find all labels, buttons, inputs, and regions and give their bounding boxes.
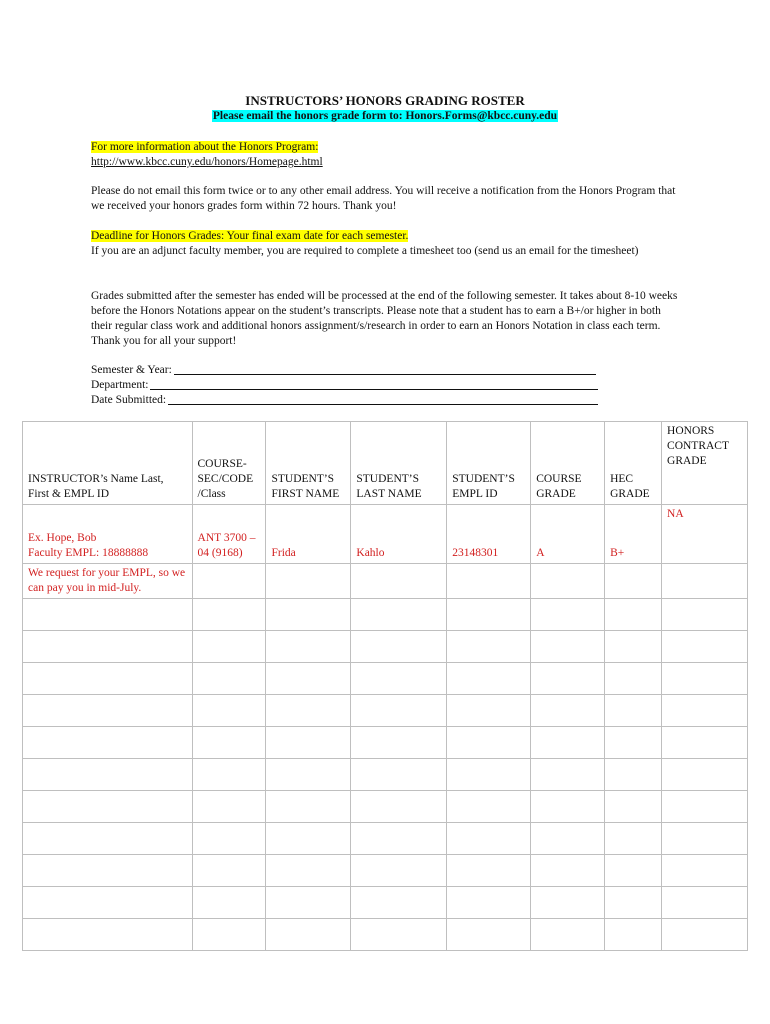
table-row <box>23 919 748 951</box>
email-instruction <box>0 110 770 122</box>
table-cell[interactable] <box>23 599 193 631</box>
table-cell[interactable] <box>605 791 662 823</box>
table-cell[interactable] <box>192 887 266 919</box>
table-cell[interactable] <box>266 823 351 855</box>
table-cell[interactable] <box>531 759 605 791</box>
table-cell[interactable] <box>605 759 662 791</box>
table-cell[interactable] <box>447 855 531 887</box>
email-instruction-text: Please email the honors grade form to: Honors.Forms@kbcc.cuny.edu <box>212 110 558 122</box>
table-cell[interactable] <box>192 727 266 759</box>
department-input-line[interactable] <box>150 378 598 390</box>
table-cell[interactable] <box>23 695 193 727</box>
table-cell[interactable] <box>351 631 447 663</box>
table-cell[interactable] <box>662 823 748 855</box>
table-cell[interactable] <box>605 855 662 887</box>
table-cell[interactable] <box>266 599 351 631</box>
table-cell[interactable] <box>531 599 605 631</box>
table-row <box>23 887 748 919</box>
table-header-row <box>23 422 748 505</box>
example-course-grade[interactable]: A <box>531 505 605 564</box>
table-cell[interactable] <box>531 695 605 727</box>
table-cell[interactable] <box>351 727 447 759</box>
date-submitted-label: Date Submitted: <box>91 394 167 406</box>
program-info-text: For more information about the Honors Program: <box>91 141 319 153</box>
table-cell[interactable] <box>662 663 748 695</box>
table-cell[interactable] <box>351 599 447 631</box>
table-cell[interactable] <box>23 887 193 919</box>
table-cell[interactable] <box>192 759 266 791</box>
header-contract-grade: HONORS CONTRACT GRADE <box>662 422 748 505</box>
table-cell[interactable] <box>605 564 662 599</box>
table-cell[interactable] <box>192 599 266 631</box>
example-last-name[interactable]: Kahlo <box>351 505 447 564</box>
table-cell[interactable] <box>266 727 351 759</box>
table-cell[interactable] <box>605 663 662 695</box>
table-cell[interactable] <box>23 727 193 759</box>
program-link[interactable]: http://www.kbcc.cuny.edu/honors/Homepage.html <box>91 156 323 168</box>
table-cell[interactable] <box>266 564 351 599</box>
header-hec-grade: HEC GRADE <box>605 422 662 505</box>
table-cell[interactable] <box>662 695 748 727</box>
table-row <box>23 727 748 759</box>
table-cell[interactable] <box>605 599 662 631</box>
table-cell[interactable] <box>605 887 662 919</box>
table-row <box>23 791 748 823</box>
example-instructor-name: Ex. Hope, Bob <box>28 532 97 544</box>
table-cell[interactable] <box>531 791 605 823</box>
header-course-grade: COURSE GRADE <box>531 422 605 505</box>
table-cell[interactable] <box>266 695 351 727</box>
table-cell[interactable] <box>605 727 662 759</box>
table-cell[interactable] <box>531 919 605 951</box>
table-cell[interactable] <box>447 727 531 759</box>
table-cell[interactable] <box>662 727 748 759</box>
table-cell[interactable] <box>266 791 351 823</box>
table-cell[interactable] <box>192 564 266 599</box>
example-course[interactable]: ANT 3700 – 04 (9168) <box>192 505 266 564</box>
table-cell[interactable] <box>531 887 605 919</box>
table-cell[interactable] <box>351 887 447 919</box>
semester-input-line[interactable] <box>174 363 596 375</box>
example-instructor[interactable] <box>23 505 193 564</box>
table-cell[interactable] <box>23 823 193 855</box>
table-cell[interactable] <box>266 887 351 919</box>
table-cell[interactable] <box>351 919 447 951</box>
table-cell[interactable] <box>447 599 531 631</box>
table-cell[interactable] <box>351 855 447 887</box>
table-cell[interactable] <box>23 919 193 951</box>
table-cell[interactable] <box>192 663 266 695</box>
table-cell[interactable] <box>447 887 531 919</box>
program-info <box>91 140 683 170</box>
table-cell[interactable] <box>662 855 748 887</box>
table-cell[interactable] <box>662 599 748 631</box>
example-empl-id[interactable]: 23148301 <box>447 505 531 564</box>
table-cell[interactable] <box>351 663 447 695</box>
table-cell[interactable] <box>605 823 662 855</box>
deadline-section <box>91 229 683 259</box>
table-cell[interactable] <box>23 631 193 663</box>
department-field[interactable] <box>91 378 683 393</box>
table-cell[interactable] <box>23 663 193 695</box>
table-row <box>23 823 748 855</box>
table-cell[interactable] <box>531 823 605 855</box>
header-instructor: INSTRUCTOR’s Name Last, First & EMPL ID <box>23 422 193 505</box>
header-first-name: STUDENT’S FIRST NAME <box>266 422 351 505</box>
table-cell[interactable] <box>447 631 531 663</box>
table-cell[interactable] <box>266 919 351 951</box>
page-title: INSTRUCTORS’ HONORS GRADING ROSTER <box>245 93 525 108</box>
department-label: Department: <box>91 379 149 391</box>
form-fields <box>91 363 683 408</box>
table-cell[interactable] <box>192 855 266 887</box>
table-cell[interactable] <box>447 564 531 599</box>
header-course: COURSE-SEC/CODE /Class <box>192 422 266 505</box>
table-cell[interactable] <box>266 759 351 791</box>
table-cell[interactable] <box>662 759 748 791</box>
table-cell[interactable] <box>192 695 266 727</box>
table-cell[interactable] <box>531 727 605 759</box>
semester-label: Semester & Year: <box>91 364 172 376</box>
table-cell[interactable] <box>662 564 748 599</box>
table-cell[interactable] <box>447 695 531 727</box>
table-cell[interactable] <box>23 759 193 791</box>
table-cell[interactable] <box>605 919 662 951</box>
table-cell[interactable] <box>23 855 193 887</box>
example-hec-grade[interactable]: B+ <box>605 505 662 564</box>
table-cell[interactable] <box>192 631 266 663</box>
table-cell[interactable] <box>351 564 447 599</box>
table-cell[interactable] <box>447 823 531 855</box>
header-empl-id: STUDENT’S EMPL ID <box>447 422 531 505</box>
table-row <box>23 631 748 663</box>
table-cell[interactable] <box>351 759 447 791</box>
table-row <box>23 695 748 727</box>
header-last-name: STUDENT’S LAST NAME <box>351 422 447 505</box>
table-cell[interactable] <box>605 695 662 727</box>
table-cell[interactable] <box>531 631 605 663</box>
table-cell[interactable] <box>266 855 351 887</box>
table-cell[interactable] <box>531 663 605 695</box>
example-contract-grade[interactable]: NA <box>662 505 748 564</box>
example-row <box>23 505 748 564</box>
notice-paragraph: Please do not email this form twice or to any other email address. You will receive a notification from the Honors Program that we received your honors grades form within 72 hours. Thank you! <box>91 185 676 212</box>
table-cell[interactable] <box>662 631 748 663</box>
table-cell[interactable] <box>662 791 748 823</box>
table-cell[interactable] <box>192 823 266 855</box>
roster-table <box>22 421 748 951</box>
table-cell[interactable] <box>447 919 531 951</box>
table-cell[interactable] <box>447 759 531 791</box>
deadline-text: Deadline for Honors Grades: Your final exam date for each semester. <box>91 230 409 242</box>
table-cell[interactable] <box>447 663 531 695</box>
table-row <box>23 599 748 631</box>
table-cell[interactable] <box>23 791 193 823</box>
example-first-name[interactable]: Frida <box>266 505 351 564</box>
table-cell[interactable] <box>266 663 351 695</box>
date-submitted-field[interactable] <box>91 393 683 408</box>
table-cell[interactable] <box>447 791 531 823</box>
table-cell[interactable] <box>531 855 605 887</box>
semester-field[interactable] <box>91 363 683 378</box>
table-cell[interactable] <box>351 823 447 855</box>
table-cell[interactable] <box>605 631 662 663</box>
table-cell[interactable] <box>351 695 447 727</box>
table-cell[interactable] <box>192 791 266 823</box>
table-cell[interactable] <box>662 887 748 919</box>
table-cell[interactable] <box>351 791 447 823</box>
table-cell[interactable] <box>662 919 748 951</box>
table-row <box>23 759 748 791</box>
date-submitted-input-line[interactable] <box>168 393 598 405</box>
example-instructor-empl: Faculty EMPL: 18888888 <box>28 547 149 559</box>
table-row <box>23 663 748 695</box>
table-cell[interactable] <box>192 919 266 951</box>
table-cell[interactable] <box>266 631 351 663</box>
table-cell[interactable] <box>531 564 605 599</box>
table-row <box>23 855 748 887</box>
note-row <box>23 564 748 599</box>
grades-note: Grades submitted after the semester has ended will be processed at the end of the following semester. It takes about 8-10 weeks before the Honors Notations appear on the student’s transcripts. Please note that a student has to earn a B+/or higher in both their regular class work and additional honors assignment/s/research in order to earn an Honors Notation in class each term. Thank you for all your support! <box>91 290 678 347</box>
adjunct-note: If you are an adjunct faculty member, you are required to complete a timesheet too (send us an email for the timesheet) <box>91 245 639 257</box>
empl-note[interactable]: We request for your EMPL, so we can pay you in mid-July. <box>23 564 193 599</box>
